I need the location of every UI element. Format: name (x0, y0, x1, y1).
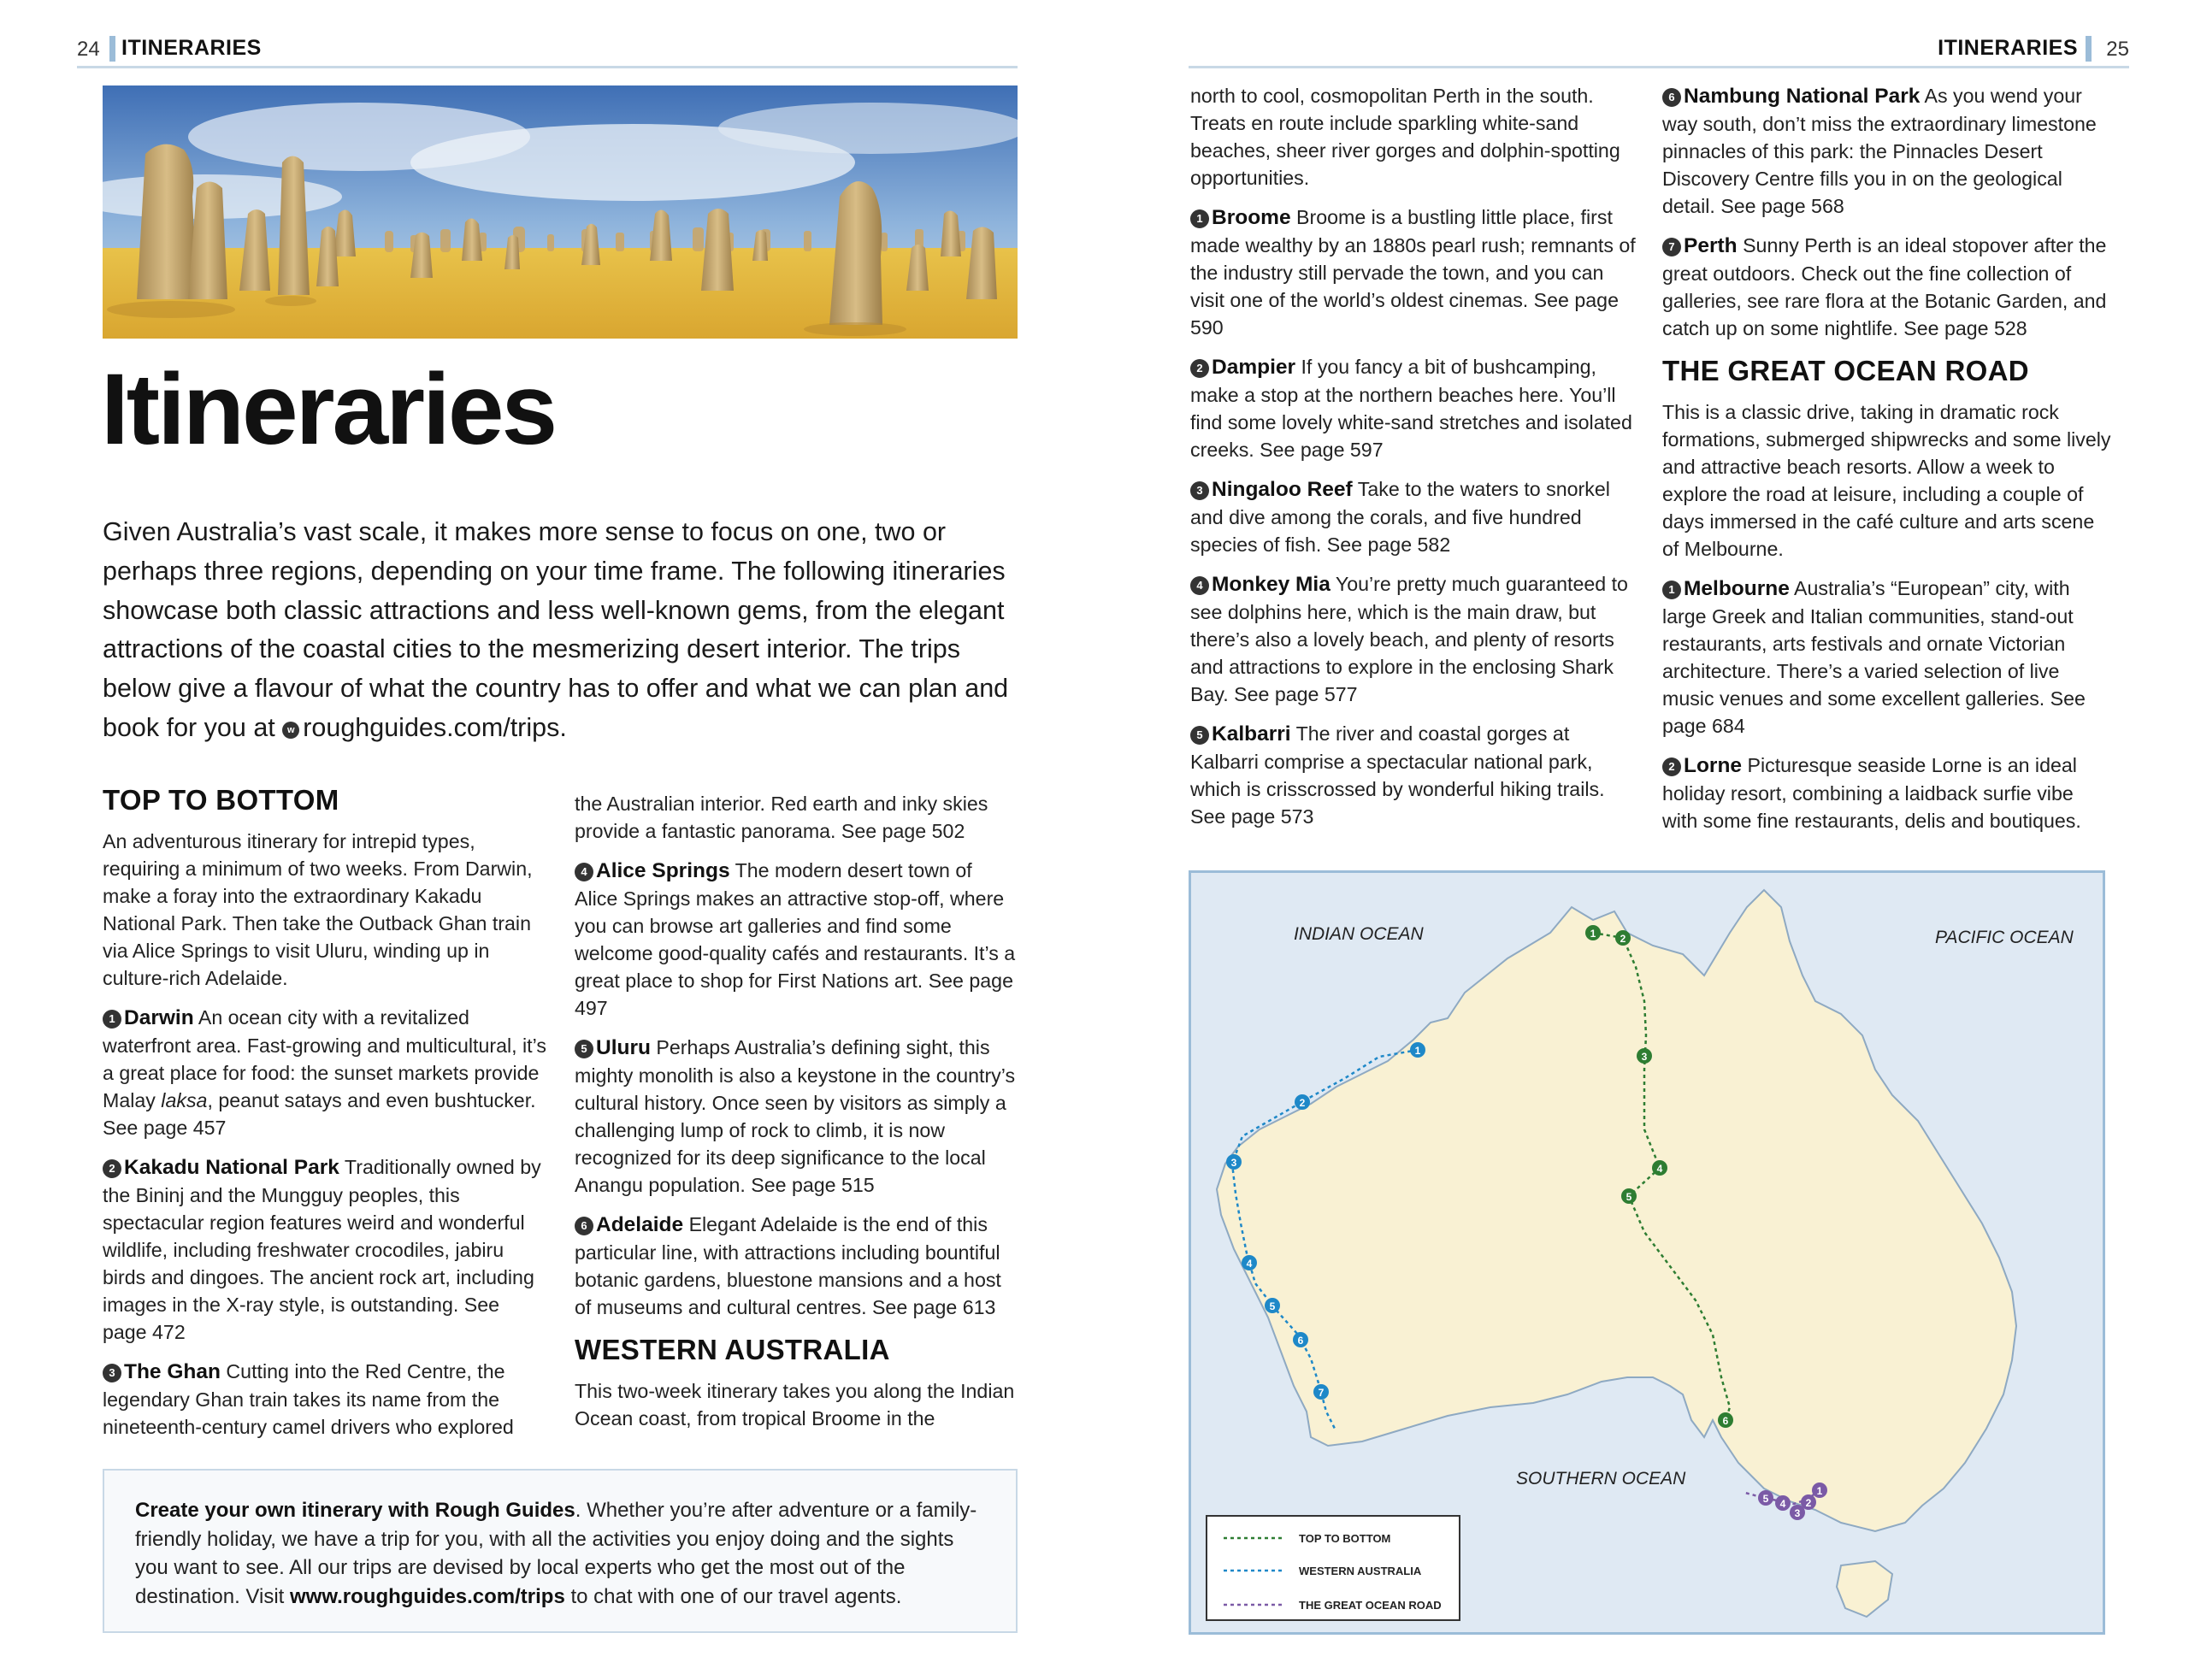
stop-text: As you wend your way south, don’t miss the extraordinary limestone pinnacles of this park: the Pinnacles Desert Discovery Centre fills you in on the geological detail. See page 568 (1662, 85, 2097, 217)
stop-number-badge: 4 (575, 863, 593, 881)
marker-ttb-5: 5 (1626, 1191, 1632, 1203)
marker-wa-3: 3 (1230, 1157, 1237, 1169)
marker-gor-2: 2 (1805, 1497, 1812, 1509)
running-head-title-right: ITINERARIES (1938, 36, 2078, 60)
stop-text: The river and coastal gorges at Kalbarri comprise a spectacular national park, which is crisscrossed by wonderful hiking trails. See page 573 (1190, 722, 1605, 828)
australia-map-svg (1191, 873, 2103, 1632)
column-3 (1190, 82, 1639, 842)
tip-link[interactable]: www.roughguides.com/trips (290, 1584, 565, 1608)
stop-name: Dampier (1212, 356, 1296, 379)
ocean-label-southern: SOUTHERN OCEAN (1516, 1469, 1686, 1488)
running-head-title-left: ITINERARIES (121, 36, 262, 60)
stop-text: Perhaps Australia’s defining sight, this mighty monolith is also a keystone in the country’s cultural history. Once seen by visitors as simply a challenging lump of rock to climb, it is now recognized for its deep significance to the local Anangu population. See page 515 (575, 1036, 1016, 1196)
marker-ttb-1: 1 (1590, 928, 1596, 940)
stop-name: Kakadu National Park (124, 1156, 339, 1179)
stop-number-badge: 1 (1190, 209, 1209, 228)
stop-number-badge: 1 (103, 1010, 121, 1029)
stop-number-badge: 3 (103, 1364, 121, 1382)
create-itinerary-box (103, 1469, 1018, 1633)
running-head-bar (2086, 36, 2092, 62)
section-heading-top-to-bottom: TOP TO BOTTOM (103, 784, 339, 816)
section-intro: An adventurous itinerary for intrepid types, requiring a minimum of two weeks. From Darwin, make a foray into the extraordinary Kakadu National Park. Then take the Outback Ghan train via Alice Springs to visit Uluru, winding up in culture-rich Adelaide. (103, 830, 533, 989)
stop-text: The modern desert town of Alice Springs makes an attractive stop-off, where you can browse art galleries and find some welcome good-quality cafés and restaurants. It’s a great place to shop for First Nations art. See page 497 (575, 859, 1016, 1019)
web-icon: w (282, 722, 299, 739)
intro-link[interactable]: roughguides.com/trips. (303, 712, 567, 742)
column-2 (575, 790, 1019, 1444)
stop-text: Take to the waters to snorkel and dive among the corals, and five hundred species of fish. See page 582 (1190, 478, 1610, 556)
stop-number-badge: 7 (1662, 238, 1681, 256)
stop-name: Melbourne (1684, 577, 1790, 600)
stop-text: Cutting into the Red Centre, the legendary Ghan train takes its name from the nineteenth-century camel drivers who explored (103, 1360, 514, 1438)
stop-number-badge: 2 (103, 1159, 121, 1178)
stop-number-badge: 5 (575, 1040, 593, 1058)
marker-wa-5: 5 (1269, 1300, 1276, 1312)
itinerary-stop (103, 1153, 547, 1346)
stop-text: Australia’s “European” city, with large Greek and Italian communities, stand-out restaurants, arts festivals and ornate Victorian architecture. There’s a varied selection of live music venues and some excellent galleries. See page 684 (1662, 577, 2086, 737)
itinerary-stop (103, 1004, 547, 1141)
stop-name: The Ghan (124, 1360, 221, 1383)
section-intro: This is a classic drive, taking in dramatic rock formations, submerged shipwrecks and some lively and attractive beach resorts. Allow a week to explore the road at leisure, including a couple of days immersed in the café culture and arts scene of Melbourne. (1662, 401, 2111, 560)
stop-name: Broome (1212, 206, 1291, 229)
column-1 (103, 783, 547, 1453)
marker-ttb-4: 4 (1656, 1163, 1663, 1175)
itinerary-stop (575, 857, 1019, 1022)
itinerary-stop-continued: the Australian interior. Red earth and inky skies provide a fantastic panorama. See page 502 (575, 793, 988, 842)
marker-ttb-2: 2 (1620, 933, 1626, 945)
itinerary-stop (1662, 752, 2111, 834)
itinerary-stop (575, 1211, 1019, 1321)
itinerary-stop (1190, 570, 1639, 708)
marker-ttb-6: 6 (1722, 1415, 1729, 1427)
stop-text: Sunny Perth is an ideal stopover after the great outdoors. Check out the fine collection of galleries, see rare flora at the Botanic Garden, and catch up on some nightlife. See page 528 (1662, 234, 2107, 339)
stop-number-badge: 2 (1190, 359, 1209, 378)
stop-name: Lorne (1684, 754, 1743, 777)
hero-photo-pinnacles (103, 85, 1018, 339)
itinerary-stop (1662, 575, 2111, 740)
itinerary-stop (1190, 475, 1639, 558)
ocean-label-pacific: PACIFIC OCEAN (1935, 928, 2074, 947)
stop-text: You’re pretty much guaranteed to see dolphins here, which is the main draw, but there’s also a lovely beach, and plenty of resorts and attractions to explore in the enclosing Shark Bay. See page 577 (1190, 573, 1628, 705)
intro-text: Given Australia’s vast scale, it makes more sense to focus on one, two or perhaps three regions, depending on your time frame. The following itineraries showcase both classic attractions and less well-known gems, from the elegant attractions of the coastal cities to the mesmerizing desert interior. The trips below give a flavour of what the country has to offer and what we can plan and book for you at (103, 517, 1009, 742)
ocean-label-indian: INDIAN OCEAN (1294, 924, 1424, 944)
stop-text: Elegant Adelaide is the end of this particular line, with attractions including bountiful botanic gardens, bluestone mansions and a host of museums and cultural centres. See page 613 (575, 1213, 1001, 1318)
stop-name: Uluru (596, 1036, 651, 1059)
stop-number-badge: 3 (1190, 481, 1209, 500)
map-legend (1207, 1516, 1460, 1620)
marker-wa-1: 1 (1414, 1045, 1421, 1057)
stop-number-badge: 4 (1190, 576, 1209, 595)
legend-label-western-australia: WESTERN AUSTRALIA (1299, 1565, 1422, 1577)
page-number-right: 25 (2106, 38, 2129, 61)
tip-text: . Whether you’re after adventure or a family-friendly holiday, we have a trip for you, with all the activities you enjoy doing and the sights you want to see. All our trips are devised by local experts who get the most out of the destination. Visit (135, 1499, 977, 1608)
itinerary-stop (1662, 82, 2111, 220)
stop-text: Traditionally owned by the Bininj and the Mungguy peoples, this spectacular region features weird and wonderful wildlife, including freshwater crocodiles, jabiru birds and dingoes. The ancient rock art, including images in the X-ray style, is outstanding. See page 472 (103, 1156, 541, 1343)
stop-text: Broome is a bustling little place, first made wealthy by an 1880s pearl rush; remnants of the industry still pervade the town, and you can visit one of the world’s oldest cinemas. See page 590 (1190, 206, 1636, 339)
stop-name: Monkey Mia (1212, 573, 1331, 596)
stop-name: Ningaloo Reef (1212, 478, 1353, 501)
running-head-right (1189, 34, 2129, 68)
section-intro: This two-week itinerary takes you along the Indian Ocean coast, from tropical Broome in the (575, 1380, 1015, 1429)
stop-text: , peanut satays and even bushtucker. See page 457 (103, 1089, 536, 1139)
stop-name: Adelaide (596, 1213, 684, 1236)
section-heading-great-ocean-road: THE GREAT OCEAN ROAD (1662, 355, 2029, 386)
stop-number-badge: 2 (1662, 757, 1681, 776)
stop-number-badge: 5 (1190, 726, 1209, 745)
itinerary-stop (1190, 353, 1639, 463)
stop-text-italic: laksa (161, 1089, 208, 1111)
intro-paragraph (103, 513, 1009, 748)
running-head-left (77, 34, 1018, 68)
tip-lead: Create your own itinerary with Rough Guides (135, 1499, 575, 1522)
marker-wa-2: 2 (1299, 1097, 1306, 1109)
stop-text: If you fancy a bit of bushcamping, make a stop at the northern beaches here. You’ll find some lovely white-sand stretches and isolated creeks. See page 597 (1190, 356, 1632, 461)
page-title: Itineraries (101, 353, 556, 466)
column-4 (1662, 82, 2111, 846)
itinerary-stop (1190, 203, 1639, 341)
itinerary-stop (1662, 232, 2111, 342)
stop-name: Darwin (124, 1006, 194, 1029)
legend-label-top-to-bottom: TOP TO BOTTOM (1299, 1532, 1391, 1545)
page-number-left: 24 (77, 38, 100, 61)
tip-text-end: to chat with one of our travel agents. (564, 1584, 902, 1608)
marker-wa-7: 7 (1318, 1387, 1325, 1399)
tasmania (1837, 1561, 1892, 1617)
section-heading-western-australia: WESTERN AUSTRALIA (575, 1334, 890, 1365)
marker-gor-4: 4 (1779, 1498, 1786, 1510)
stop-text: An ocean city with a revitalized waterfront area. Fast-growing and multicultural, it’s a great place for food: the sunset markets provide Malay (103, 1006, 546, 1111)
itinerary-stop (103, 1358, 547, 1441)
itinerary-stop (1190, 720, 1639, 830)
stop-number-badge: 1 (1662, 581, 1681, 599)
marker-gor-5: 5 (1762, 1493, 1769, 1505)
legend-label-great-ocean-road: THE GREAT OCEAN ROAD (1299, 1599, 1442, 1612)
stop-name: Alice Springs (596, 859, 730, 882)
marker-wa-4: 4 (1246, 1258, 1253, 1270)
stop-name: Kalbarri (1212, 722, 1291, 746)
itinerary-map (1189, 870, 2105, 1635)
running-head-bar (109, 36, 115, 62)
marker-wa-6: 6 (1297, 1335, 1304, 1347)
marker-gor-3: 3 (1794, 1507, 1801, 1519)
stop-number-badge: 6 (575, 1217, 593, 1235)
section-intro-continued: north to cool, cosmopolitan Perth in the south. Treats en route include sparkling white-sand beaches, sheer river gorges and dolphin-spotting opportunities. (1190, 85, 1620, 189)
itinerary-stop (575, 1034, 1019, 1199)
stop-name: Perth (1684, 234, 1738, 257)
marker-ttb-3: 3 (1641, 1051, 1648, 1063)
stop-text: Picturesque seaside Lorne is an ideal holiday resort, combining a laidback surfie vibe with some fine restaurants, delis and boutiques. (1662, 754, 2081, 832)
stop-name: Nambung National Park (1684, 85, 1921, 108)
marker-gor-1: 1 (1816, 1485, 1823, 1497)
australia-mainland (1217, 890, 2016, 1531)
stop-number-badge: 6 (1662, 88, 1681, 107)
